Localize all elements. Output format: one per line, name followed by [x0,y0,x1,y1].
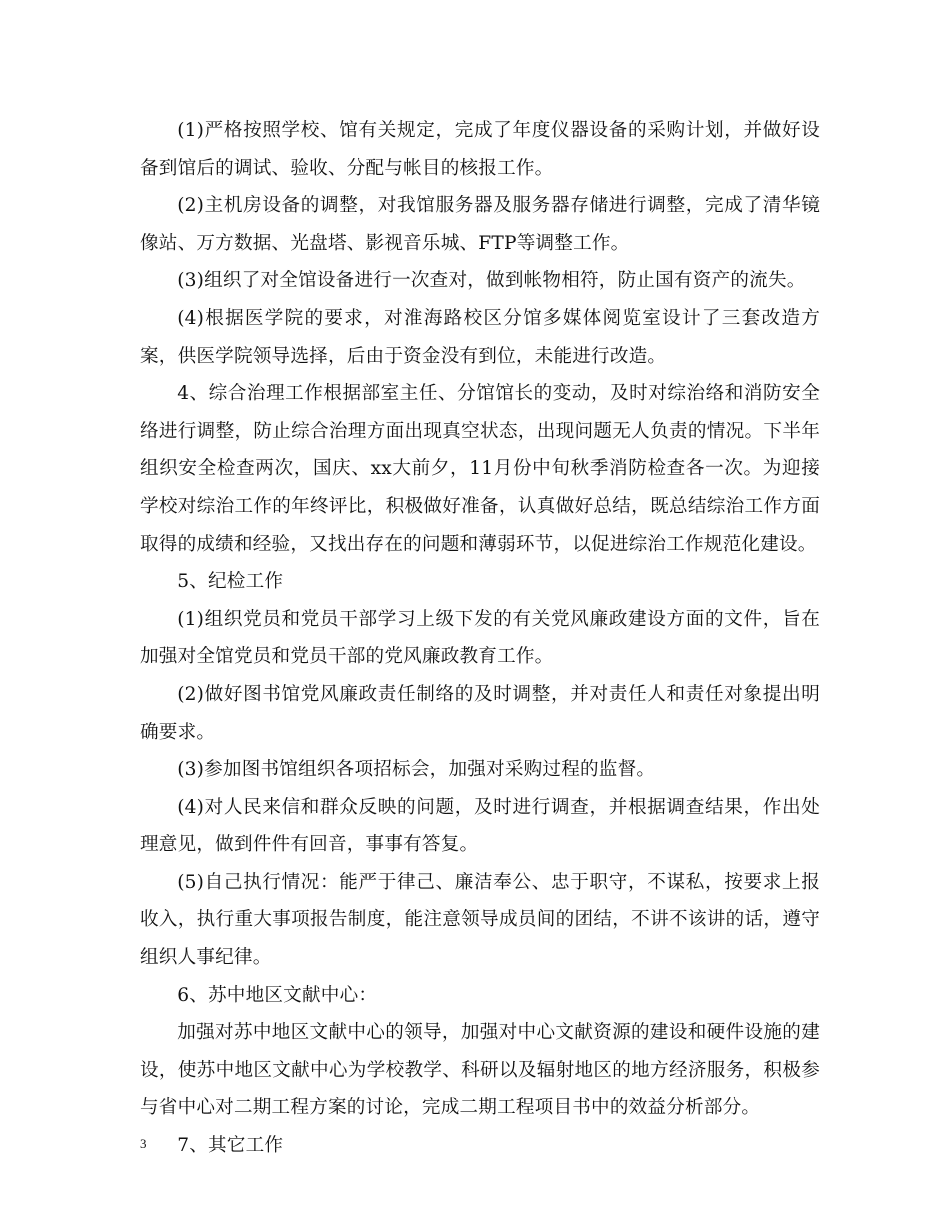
paragraph-responsibility-system: (2)做好图书馆党风廉政责任制络的及时调整，并对责任人和责任对象提出明确要求。 [140,683,820,743]
paragraph-medical-school-renovation: (4)根据医学院的要求，对淮海路校区分馆多媒体阅览室设计了三套改造方案，供医学院领导选择，后由于资金没有到位，未能进行改造。 [140,307,820,367]
paragraph-party-study: (1)组织党员和党员干部学习上级下发的有关党风廉政建设方面的文件，旨在加强对全馆党员和党员干部的党风廉政教育工作。 [140,608,820,668]
document-body [140,112,820,1165]
paragraph-public-letters: (4)对人民来信和群众反映的问题，及时进行调查，并根据调查结果，作出处理意见，做到件件有回音，事事有答复。 [140,796,820,856]
heading-other-work: 7、其它工作 [177,1135,284,1157]
page-number: 3 [140,1136,147,1151]
heading-discipline-inspection: 5、纪检工作 [177,571,284,593]
paragraph-self-conduct: (5)自己执行情况：能严于律己、廉洁奉公、忠于职守，不谋私，按要求上报收入，执行重大事项报告制度，能注意领导成员间的团结，不讲不该讲的话，遵守组织人事纪律。 [140,871,820,969]
paragraph-literature-center: 加强对苏中地区文献中心的领导，加强对中心文献资源的建设和硬件设施的建设，使苏中地区文献中心为学校教学、科研以及辐射地区的地方经济服务，积极参与省中心对二期工程方案的讨论，完成二期工程项目书中的效益分析部分。 [140,1022,820,1119]
heading-literature-center: 6、苏中地区文献中心： [177,984,378,1006]
paragraph-comprehensive-governance: 4、综合治理工作根据部室主任、分馆馆长的变动，及时对综治络和消防安全络进行调整，防止综合治理方面出现真空状态，出现问题无人负责的情况。下半年组织安全检查两次，国庆、xx大前夕，11月份中旬秋季消防检查各一次。为迎接学校对综治工作的年终评比，积极做好准备，认真做好总结，既总结综治工作方面取得的成绩和经验，又找出存在的问题和薄弱环节，以促进综治工作规范化建设。 [140,383,820,555]
paragraph-server-room-adjustment: (2)主机房设备的调整，对我馆服务器及服务器存储进行调整，完成了清华镜像站、万方数据、光盘塔、影视音乐城、FTP等调整工作。 [140,195,820,254]
paragraph-tender-supervision: (3)参加图书馆组织各项招标会，加强对采购过程的监督。 [177,759,656,781]
paragraph-equipment-procurement: (1)严格按照学校、馆有关规定，完成了年度仪器设备的采购计划，并做好设备到馆后的调试、验收、分配与帐目的核报工作。 [140,120,820,179]
paragraph-equipment-audit: (3)组织了对全馆设备进行一次查对，做到帐物相符，防止国有资产的流失。 [177,270,806,292]
